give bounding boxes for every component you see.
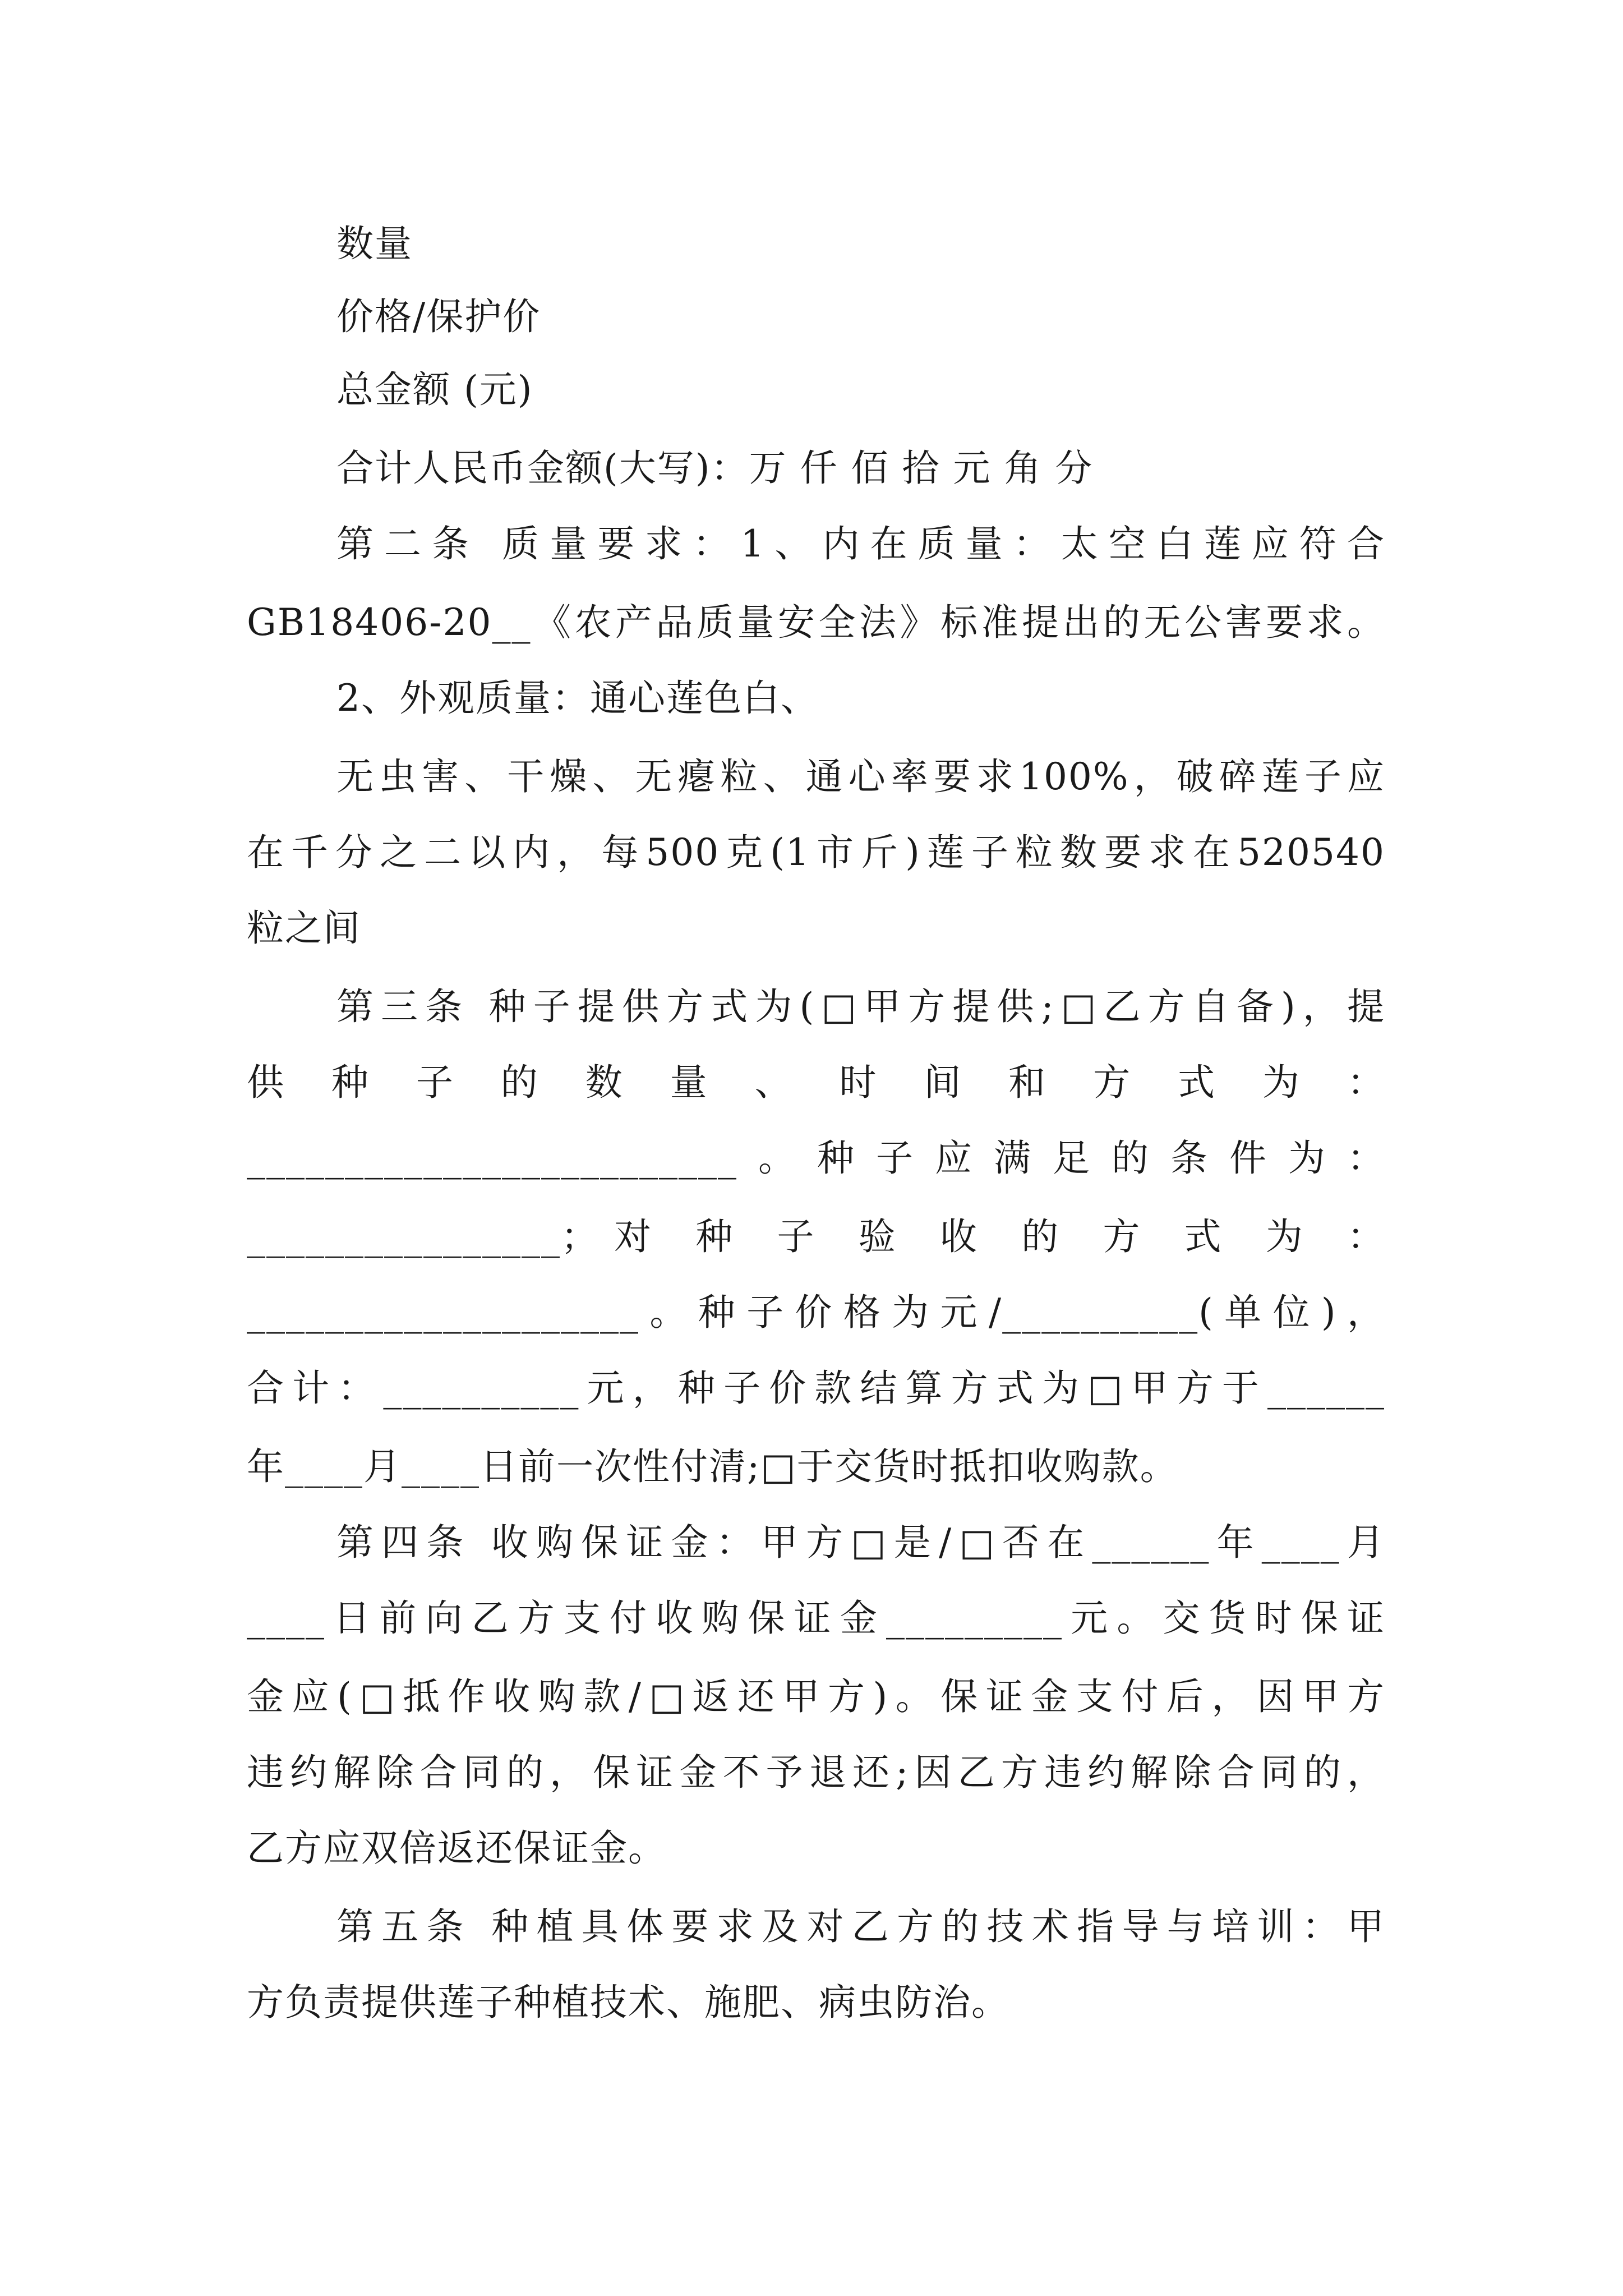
text-line-seed-quantity: 供 种 子 的 数 量 、 时 间 和 方 式 为 ： xyxy=(247,1061,1385,1104)
text-line-grain-range: 粒之间 xyxy=(247,907,361,950)
text-line-double-return: 乙方应双倍返还保证金。 xyxy=(247,1826,666,1870)
text-line-appearance: 2、外观质量：通心莲色白、 xyxy=(336,677,819,720)
text-line-payment-date: 年____月____日前一次性付清;□于交货时抵扣收购款。 xyxy=(247,1445,1178,1488)
text-line-no-pests: 无虫害、干燥、无瘪粒、通心率要求100%，破碎莲子应 xyxy=(336,755,1385,798)
text-line-broken-rate: 在千分之二以内，每500克(1市斤)莲子粒数要求在520540 xyxy=(247,831,1385,874)
text-line-deposit-amount: ____日前向乙方支付收购保证金_________元。交货时保证 xyxy=(247,1596,1385,1640)
text-line-seed-acceptance: ________________；对 种 子 验 收 的 方 式 为 ： xyxy=(247,1215,1385,1258)
text-line-total: 总金额 (元) xyxy=(336,368,533,411)
text-line-article-4: 第四条 收购保证金：甲方□是/□否在______年____月 xyxy=(336,1521,1385,1564)
text-line-quantity: 数量 xyxy=(336,222,413,265)
text-line-article-3: 第三条 种子提供方式为(□甲方提供;□乙方自备)，提 xyxy=(336,985,1385,1028)
text-line-technical-support: 方负责提供莲子种植技术、施肥、病虫防治。 xyxy=(247,1981,1009,2024)
text-line-seed-price: ____________________。种子价格为元/__________(单位)， xyxy=(247,1291,1385,1334)
text-line-seed-total: 合计：__________元，种子价款结算方式为□甲方于______ xyxy=(247,1366,1385,1410)
text-line-article-2: 第二条 质量要求：1、内在质量：太空白莲应符合 xyxy=(336,522,1385,565)
text-line-deposit-usage: 金应(□抵作收购款/□返还甲方)。保证金支付后，因甲方 xyxy=(247,1675,1385,1718)
text-line-seed-conditions: _________________________。种子应满足的条件为： xyxy=(247,1137,1385,1180)
text-line-standard: GB18406-20__《农产品质量安全法》标准提出的无公害要求。 xyxy=(247,601,1385,644)
text-line-price: 价格/保护价 xyxy=(336,295,541,338)
text-line-breach-a: 违约解除合同的，保证金不予退还;因乙方违约解除合同的， xyxy=(247,1751,1385,1794)
text-line-article-5: 第五条 种植具体要求及对乙方的技术指导与培训：甲 xyxy=(336,1905,1385,1948)
text-line-total-rmb: 合计人民币金额(大写)：万 仟 佰 拾 元 角 分 xyxy=(336,447,1094,490)
